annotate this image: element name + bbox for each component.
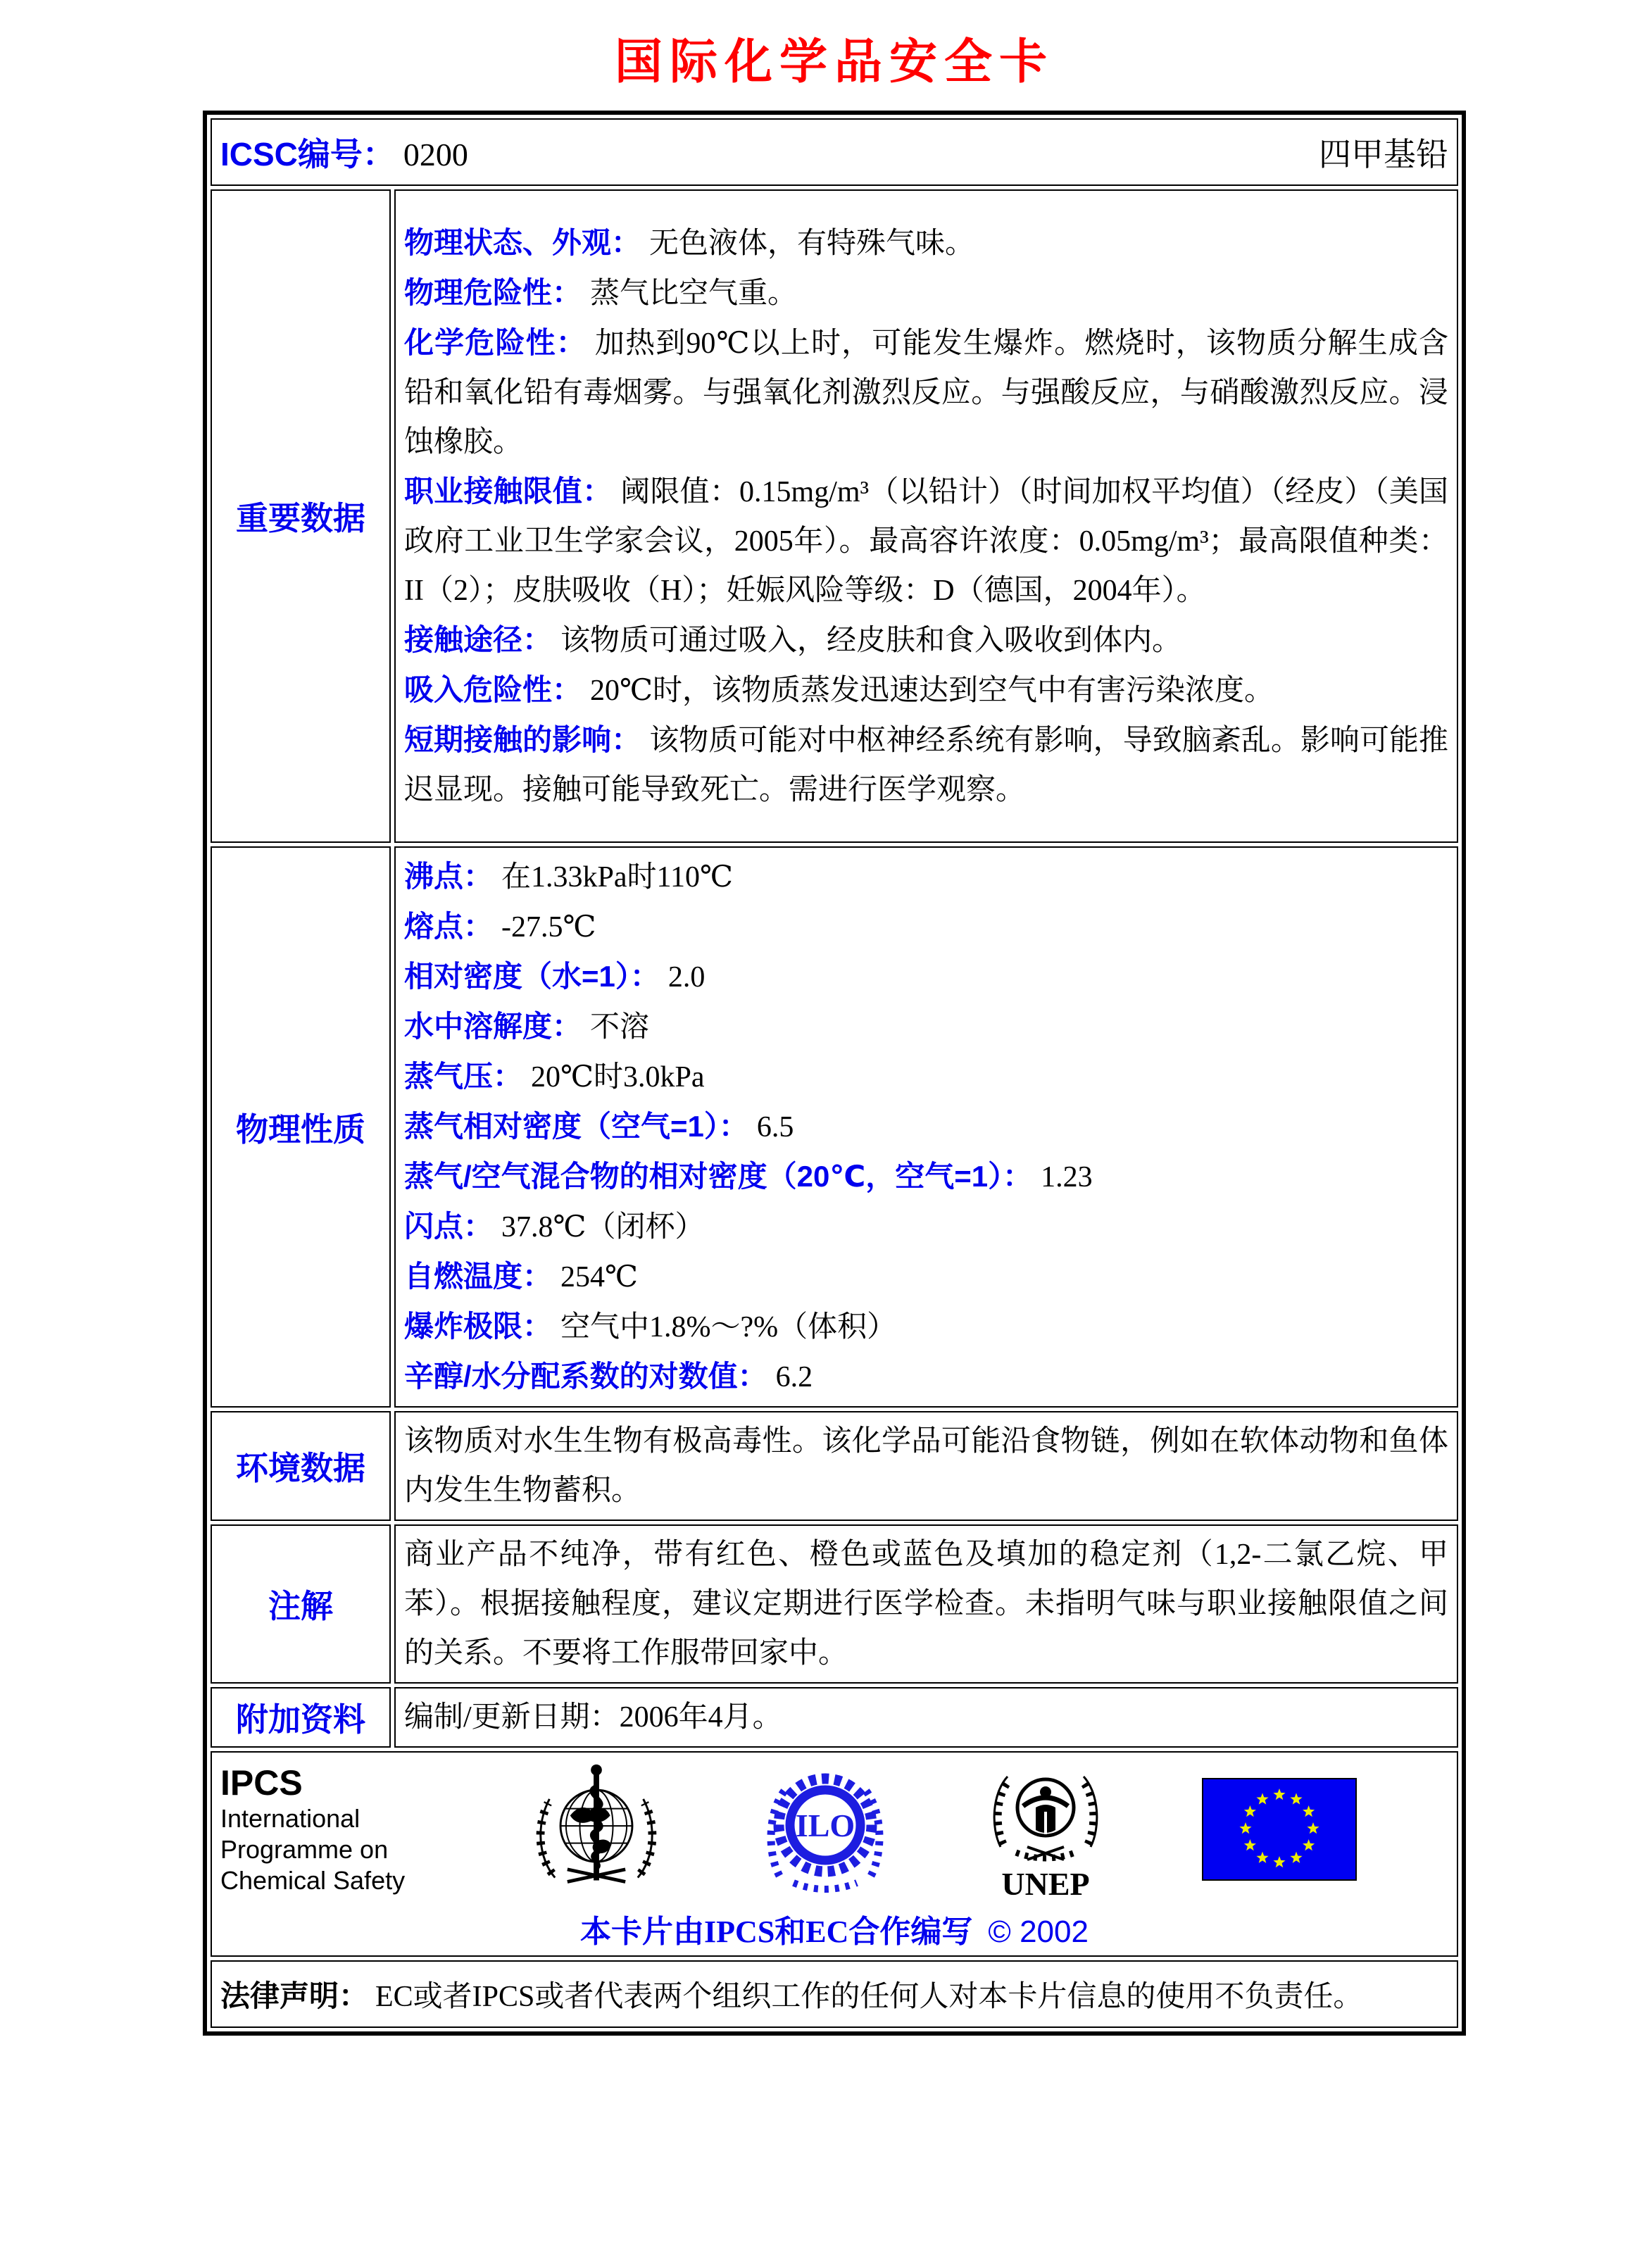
section-label-environmental-data: 环境数据 (211, 1411, 391, 1521)
eu-flag-icon (1202, 1778, 1357, 1881)
field-relative-density: 相对密度（水=1）： 2.0 (404, 960, 706, 994)
icsc-number-group (220, 129, 468, 175)
important-data-row (211, 189, 1458, 843)
field-physical-state-appearance: 物理状态、外观： 无色液体，有特殊气味。 (404, 225, 975, 260)
credit-line (220, 1906, 1448, 1951)
ipcs-line-3: Chemical Safety (220, 1866, 406, 1895)
field-vapour-pressure: 蒸气压： 20℃时3.0kPa (404, 1060, 705, 1094)
ipcs-line-2: Programme on (220, 1835, 389, 1864)
ipcs-line-1: International (220, 1804, 360, 1833)
section-label-physical-properties: 物理性质 (211, 846, 391, 1408)
environmental-data-row (211, 1411, 1458, 1521)
field-boiling-point: 沸点： 在1.33kPa时110℃ (404, 860, 733, 894)
ilo-logo-icon (761, 1762, 889, 1897)
field-vapour-air-mixture-density: 蒸气/空气混合物的相对密度（20℃，空气=1）： 1.23 (404, 1160, 1093, 1193)
header-cell (211, 118, 1458, 186)
environmental-data-text: 该物质对水生生物有极高毒性。该化学品可能沿食物链，例如在软体动物和鱼体内发生生物蓄积。 (404, 1425, 1448, 1507)
field-chemical-dangers: 化学危险性： 加热到90℃以上时，可能发生爆炸。燃烧时，该物质分解生成含铅和氧化铅有毒烟雾。与强氧化剂激烈反应。与强酸反应，与硝酸激烈反应。浸蚀橡胶。 (404, 325, 1448, 458)
ilo-logo-text: ILO (795, 1807, 855, 1843)
field-routes-of-exposure: 接触途径： 该物质可通过吸入，经皮肤和食入吸收到体内。 (404, 622, 1182, 657)
copyright-text: © 2002 (988, 1915, 1089, 1949)
legal-label: 法律声明： (220, 1979, 369, 2012)
ipcs-text-block (220, 1762, 432, 1896)
field-inhalation-risk: 吸入危险性： 20℃时，该物质蒸发迅速达到空气中有害污染浓度。 (404, 672, 1274, 707)
notes-text: 商业产品不纯净，带有红色、橙色或蓝色及填加的稳定剂（1,2-二氯乙烷、甲苯）。根据接触程度，建议定期进行医学检查。未指明气味与职业接触限值之间的关系。不要将工作服带回家中。 (404, 1539, 1448, 1669)
icsc-number-value: 0200 (403, 137, 468, 173)
field-octanol-water-partition: 辛醇/水分配系数的对数值： 6.2 (404, 1360, 813, 1393)
chemical-name: 四甲基铅 (1319, 137, 1448, 173)
notes-content (394, 1524, 1458, 1684)
credit-text: 本卡片由IPCS和EC合作编写 (580, 1915, 973, 1949)
unep-logo-text: UNEP (1001, 1866, 1090, 1902)
environmental-data-content (394, 1411, 1458, 1521)
legal-cell (211, 1960, 1458, 2028)
additional-info-content (394, 1687, 1458, 1748)
field-explosive-limits: 爆炸极限： 空气中1.8%～?%（体积） (404, 1310, 897, 1343)
header-row (211, 118, 1458, 186)
field-melting-point: 熔点： -27.5℃ (404, 910, 596, 944)
section-label-notes: 注解 (211, 1524, 391, 1684)
field-solubility-in-water: 水中溶解度： 不溶 (404, 1010, 650, 1044)
field-short-term-exposure-effects: 短期接触的影响： 该物质可能对中枢神经系统有影响，导致脑紊乱。影响可能推迟显现。接触可能导致死亡。需进行医学观察。 (404, 722, 1448, 806)
physical-properties-row (211, 846, 1458, 1408)
additional-info-row (211, 1687, 1458, 1748)
logos-row (211, 1751, 1458, 1957)
unep-logo-icon (985, 1757, 1106, 1902)
field-physical-dangers: 物理危险性： 蒸气比空气重。 (404, 275, 798, 310)
field-flash-point: 闪点： 37.8℃（闭杯） (404, 1210, 705, 1243)
field-relative-vapour-density: 蒸气相对密度（空气=1）： 6.5 (404, 1110, 794, 1144)
section-label-additional-info: 附加资料 (211, 1687, 391, 1748)
additional-info-text: 编制/更新日期：2006年4月。 (404, 1701, 782, 1734)
who-logo-icon (527, 1759, 665, 1900)
legal-row (211, 1960, 1458, 2028)
notes-row (211, 1524, 1458, 1684)
important-data-content (394, 189, 1458, 843)
icsc-card-table (203, 111, 1466, 2036)
icsc-number-label: ICSC编号： (220, 136, 395, 173)
field-auto-ignition-temperature: 自燃温度： 254℃ (404, 1260, 638, 1293)
physical-properties-content (394, 846, 1458, 1408)
page-title: 国际化学品安全卡 (614, 35, 1054, 89)
logos-cell (211, 1751, 1458, 1957)
ipcs-acronym: IPCS (220, 1763, 303, 1803)
section-label-important-data: 重要数据 (211, 189, 391, 843)
field-occupational-exposure-limits: 职业接触限值： 阈限值：0.15mg/m³（以铅计）（时间加权平均值）（经皮）（美国政府工业卫生学家会议，2005年）。最高容许浓度：0.05mg/m³；最高限值种类：II（2）；皮肤吸收（H）；妊娠风险等级：D（德国，2004年）。 (404, 474, 1448, 607)
legal-text: EC或者IPCS或者代表两个组织工作的任何人对本卡片信息的使用不负责任。 (375, 1981, 1363, 2013)
